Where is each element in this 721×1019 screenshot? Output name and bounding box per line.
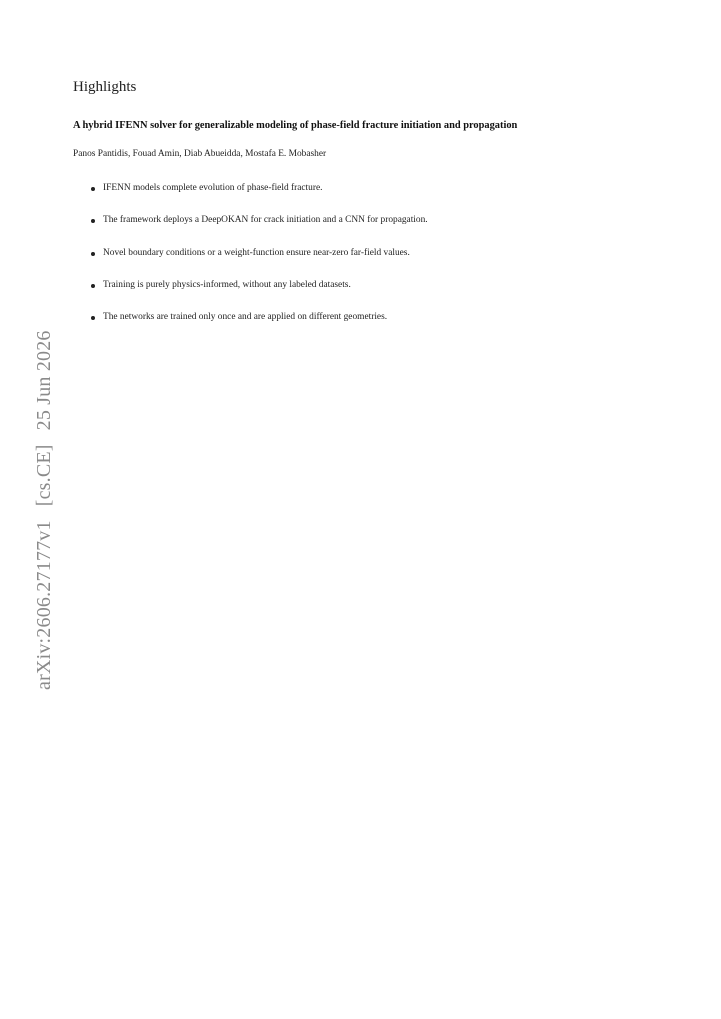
bullet-icon (91, 219, 95, 223)
paper-title: A hybrid IFENN solver for generalizable modeling of phase-field fracture initiation and propagation (73, 120, 518, 131)
highlight-text: The framework deploys a DeepOKAN for crack initiation and a CNN for propagation. (103, 215, 428, 226)
highlight-item (91, 215, 691, 247)
highlight-item (91, 183, 691, 215)
highlight-text: The networks are trained only once and are applied on different geometries. (103, 312, 388, 323)
arxiv-date: 25 Jun 2026 (33, 330, 55, 431)
author-list: Panos Pantidis, Fouad Amin, Diab Abueidda, Mostafa E. Mobasher (73, 149, 327, 159)
highlight-text: IFENN models complete evolution of phase-field fracture. (103, 183, 323, 193)
highlights-heading: Highlights (73, 79, 137, 95)
highlight-item (91, 280, 691, 312)
bullet-icon (91, 316, 95, 320)
arxiv-category: [cs.CE] (33, 444, 55, 507)
bullet-icon (91, 187, 95, 191)
bullet-icon (91, 252, 95, 256)
highlight-item (91, 248, 691, 280)
arxiv-id: arXiv:2606.27177v1 (33, 520, 55, 690)
bullet-icon (91, 284, 95, 288)
highlight-item (91, 312, 691, 344)
highlights-list (91, 183, 691, 344)
arxiv-stamp (34, 330, 54, 690)
highlight-text: Training is purely physics-informed, without any labeled datasets. (103, 279, 351, 290)
highlight-text: Novel boundary conditions or a weight-function ensure near-zero far-field values. (103, 247, 410, 258)
